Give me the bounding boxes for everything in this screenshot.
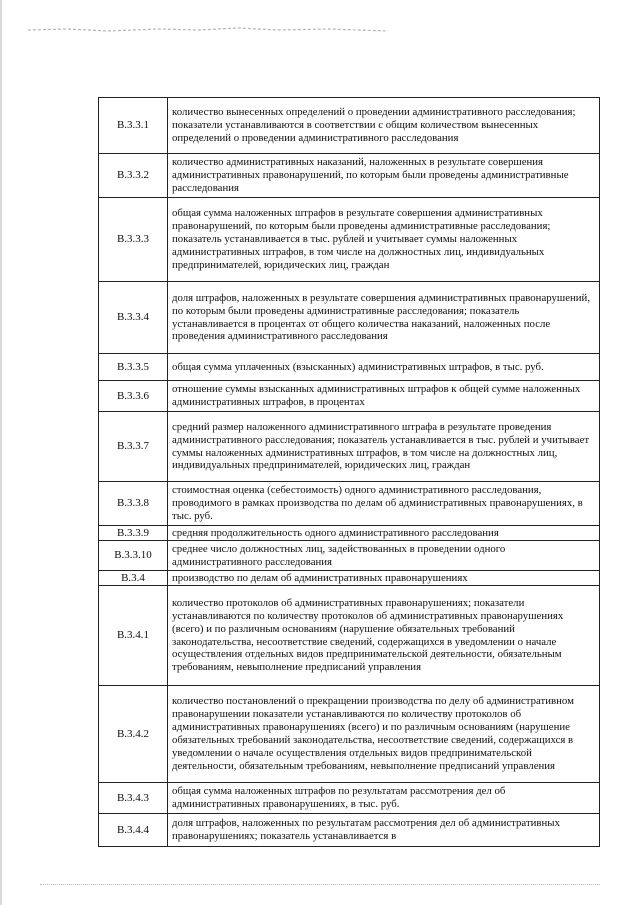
row-description-text: средний размер наложенного административного штрафа в результате проведения административного расследования; показатель устанавливается в тыс. рублей и учитывает суммы наложенных административных штрафов, в том числе на должностных лиц, индивидуальных предпринимателей, юридических лиц, граждан [172,420,590,472]
row-description-text: общая сумма уплаченных (взысканных) административных штрафов, в тыс. руб. [172,360,544,373]
row-code: В.3.3.5 [99,354,168,381]
table-row [99,526,600,541]
row-code: В.3.4 [99,571,168,586]
row-description-text: общая сумма наложенных штрафов по результатам рассмотрения дел об административных правонарушениях, в тыс. руб. [172,785,506,810]
row-description [168,571,600,586]
row-code: В.3.3.2 [99,154,168,198]
row-code: В.3.3.1 [99,98,168,154]
row-description [168,412,600,482]
row-code: В.3.3.6 [99,381,168,412]
row-code: В.3.3.8 [99,482,168,526]
row-description-text: количество постановлений о прекращении производства по делу об административном правонарушении показатели устанавливаются по количеству протоколов об административных правонарушениях (всего) и по различным основаниям (нарушение обязательных требований законодательства, несоответствие сведений, содержащихся в уведомлении о начале осуществления отдельных видов предпринимательской деятельности, обязательным требованиям, невыполнение предписаний управления [172,695,574,772]
row-description [168,354,600,381]
table-row [99,381,600,412]
row-description [168,814,600,847]
table-row [99,686,600,783]
row-description-text: стоимостная оценка (себестоимость) одного административного расследования, проводимого в рамках производства по делам об административных правонарушениях, в тыс. руб. [172,484,583,522]
row-description [168,686,600,783]
row-description [168,381,600,412]
row-code: В.3.4.1 [99,586,168,686]
row-code: В.3.4.3 [99,783,168,814]
table-row [99,783,600,814]
table-row [99,282,600,354]
indicator-table [98,97,600,847]
row-description [168,282,600,354]
row-code: В.3.4.4 [99,814,168,847]
row-description [168,783,600,814]
row-description-text: количество протоколов об административных правонарушениях; показатели устанавливаются по количеству протоколов об административных правонарушениях (всего) и по различным основаниям (нарушение обязательных требований законодательства, несоответствие сведений, содержащихся в уведомлении о начале осуществления отдельных видов предпринимательской деятельности, обязательным требованиям, невыполнение предписаний управления [172,596,564,674]
row-code: В.3.3.3 [99,198,168,282]
row-code: В.3.3.7 [99,412,168,482]
row-description-text: отношение суммы взысканных административных штрафов к общей сумме наложенных административных штрафов, в процентах [172,383,581,408]
row-description-text: количество вынесенных определений о проведении административного расследования; показатели устанавливаются в соответствии с общим количеством вынесенных определений о проведении административного расследования [172,106,576,144]
table-row [99,571,600,586]
scan-artifact [28,25,388,35]
row-code: В.3.3.4 [99,282,168,354]
row-description-text: общая сумма наложенных штрафов в результате совершения административных правонарушений, по которым были проведены административные расследования; показатель устанавливается в тыс. рублей и учитывает суммы наложенных административных штрафов, в том числе на должностных лиц, индивидуальных предпринимателей, юридических лиц, граждан [172,207,551,271]
row-description-text: количество административных наказаний, наложенных в результате совершения административных правонарушений, по которым были проведены административные расследования [172,156,569,194]
table-row [99,586,600,686]
scan-bottom-artifact [40,884,600,886]
table-row [99,198,600,282]
page-left-edge [0,0,2,905]
row-description [168,154,600,198]
table-row [99,541,600,571]
row-description-text: средняя продолжительность одного административного расследования [172,526,499,539]
row-code: В.3.4.2 [99,686,168,783]
table-row [99,154,600,198]
row-description [168,198,600,282]
row-description-text: среднее число должностных лиц, задействованных в проведении одного административного расследования [172,542,506,568]
table-row [99,412,600,482]
table-row [99,98,600,154]
row-description [168,98,600,154]
row-code: В.3.3.9 [99,526,168,541]
row-code: В.3.3.10 [99,541,168,571]
table-row [99,354,600,381]
row-description [168,586,600,686]
row-description [168,482,600,526]
row-description-text: доля штрафов, наложенных в результате совершения административных правонарушений, по которым были проведены административные расследования; показатель устанавливается в процентах от общего количества наказаний, наложенных после проведения административного расследования [172,291,591,343]
row-description-text: доля штрафов, наложенных по результатам рассмотрения дел об административных правонарушениях; показатель устанавливается в [172,817,560,842]
table-row [99,482,600,526]
row-description-text: производство по делам об административных правонарушениях [172,571,468,584]
row-description [168,541,600,571]
table-row [99,814,600,847]
row-description [168,526,600,541]
